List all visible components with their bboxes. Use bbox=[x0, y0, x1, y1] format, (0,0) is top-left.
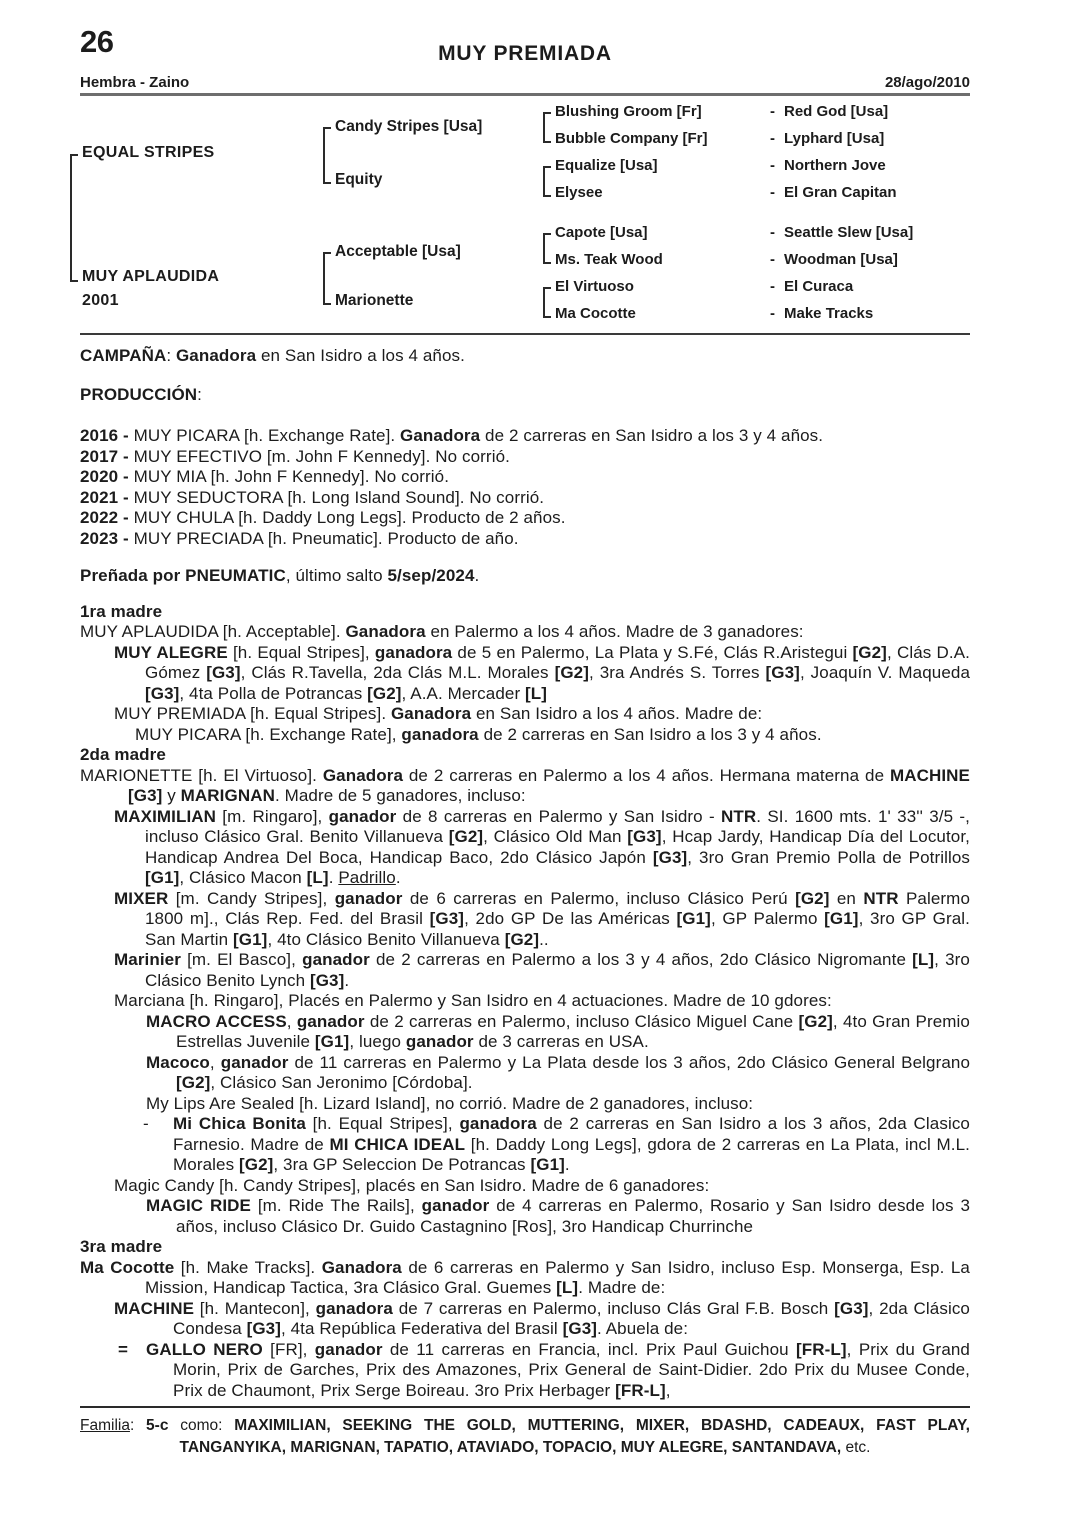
pedigree-paragraph bbox=[80, 1012, 970, 1053]
text-segment: [G2] bbox=[852, 642, 887, 662]
text-segment: 2020 - bbox=[80, 467, 129, 486]
pedigree-paragraph bbox=[80, 725, 970, 746]
text-segment: [G3] bbox=[145, 683, 180, 703]
text-segment: de 2 carreras en San Isidro a los 3 y 4 años. bbox=[478, 724, 822, 744]
pedigree-gen3-7: Ma Cocotte bbox=[555, 305, 636, 322]
text-segment: , 4to Clásico Benito Villanueva bbox=[267, 929, 505, 949]
text-segment: Ganadora bbox=[345, 622, 426, 641]
text-segment: de 6 carreras en Palermo y San Isidro, incluso Esp. Monserga, Esp. La Mission, Handicap Tactica, 3ra Clásico Gral. Guemes bbox=[145, 1257, 970, 1297]
text-segment: ganador bbox=[328, 806, 397, 826]
text-segment: de 7 carreras en Palermo, incluso Clás Gral F.B. Bosch bbox=[392, 1298, 835, 1318]
pedigree-paragraph bbox=[80, 1053, 970, 1094]
pedigree-gen2-2: Acceptable [Usa] bbox=[335, 243, 461, 260]
campaign-line bbox=[80, 346, 970, 367]
text-segment: MUY SEDUCTORA [h. Long Island Sound]. No corrió. bbox=[128, 487, 545, 507]
production-entry bbox=[80, 447, 970, 468]
text-segment: [G3] bbox=[309, 970, 345, 990]
production-entry bbox=[80, 529, 970, 550]
text-segment: Magic Candy [h. Candy Stripes], placés en San Isidro. Madre de 6 ganadores: bbox=[114, 1175, 710, 1195]
text-segment: : bbox=[129, 1417, 147, 1434]
text-segment: GALLO NERO bbox=[146, 1339, 263, 1359]
text-segment: CAMPAÑA bbox=[80, 346, 167, 365]
pedigree-gen4-1 bbox=[770, 130, 884, 147]
text-segment: [h. Equal Stripes], bbox=[227, 642, 375, 662]
text-segment: MUY EFECTIVO [m. John F Kennedy]. No corrió. bbox=[128, 446, 510, 466]
text-segment: en San Isidro a los 4 años. Madre de: bbox=[471, 704, 763, 723]
pedigree-paragraph bbox=[80, 643, 970, 705]
text-segment: , Clás R.Tavella, 2da Clás M.L. Morales bbox=[240, 663, 555, 682]
pedigree-bracket bbox=[70, 154, 78, 282]
page-title: MUY PREMIADA bbox=[438, 42, 612, 65]
text-segment: [L] bbox=[912, 950, 935, 969]
text-segment: de 2 carreras en Palermo a los 3 y 4 años, 2do Clásico Nigromante bbox=[369, 950, 913, 969]
text-segment: Ganadora bbox=[322, 765, 404, 785]
text-segment: en San Isidro a los 4 años. bbox=[256, 346, 465, 365]
pedigree-gen4-7 bbox=[770, 305, 873, 322]
dash-mark: - bbox=[770, 251, 775, 268]
text-segment: , 2da Clásico Condesa bbox=[173, 1298, 970, 1338]
text-segment: 2023 - bbox=[80, 528, 129, 548]
text-segment: de 2 carreras en San Isidro a los 3 y 4 años. bbox=[480, 426, 824, 445]
pedigree-gen3-4: Capote [Usa] bbox=[555, 224, 648, 241]
text-segment: MUY PICARA [h. Exchange Rate], bbox=[135, 724, 402, 744]
pedigree-bracket bbox=[323, 252, 331, 305]
text-segment: [h. Equal Stripes], bbox=[305, 1114, 460, 1133]
text-segment: MARIGNAN bbox=[180, 786, 275, 805]
text-segment: ganador bbox=[314, 1339, 383, 1359]
pedigree-gen3-1: Bubble Company [Fr] bbox=[555, 130, 708, 147]
text-segment: , bbox=[209, 1052, 221, 1072]
pedigree-dam: MUY APLAUDIDA bbox=[82, 268, 220, 285]
text-segment: Familia bbox=[80, 1417, 130, 1434]
pedigree-paragraph bbox=[80, 1340, 970, 1402]
pedigree-gen4-5-name: Woodman [Usa] bbox=[784, 251, 898, 268]
pedigree-bracket bbox=[323, 127, 331, 184]
text-segment: como: bbox=[168, 1417, 235, 1434]
text-segment: MUY ALEGRE bbox=[114, 642, 228, 662]
production-entry bbox=[80, 426, 970, 447]
pedigree-gen2-1: Equity bbox=[335, 171, 383, 188]
text-segment: de 5 en Palermo, La Plata y S.Fé, Clás R.Aristegui bbox=[452, 642, 853, 662]
text-segment: . bbox=[395, 868, 401, 887]
pedigree-gen3-3: Elysee bbox=[555, 184, 603, 201]
text-segment: ganador bbox=[296, 1011, 365, 1031]
text-segment: de 3 carreras en USA. bbox=[473, 1032, 649, 1051]
text-segment: [L] bbox=[525, 683, 548, 703]
text-segment: , Hcap Jardy, Handicap Día del Locutor, Handicap Andrea Del Boca, Handicap Baco, 2do Clásico Japón bbox=[145, 827, 971, 867]
text-segment: Ganadora bbox=[390, 704, 472, 723]
text-segment: de 8 carreras en Palermo y San Isidro - bbox=[396, 806, 722, 826]
text-segment: My Lips Are Sealed [h. Lizard Island], no corrió. Madre de 2 ganadores, incluso: bbox=[146, 1093, 754, 1113]
text-segment: , Clás D.A. Gómez bbox=[145, 642, 971, 682]
text-segment: ganador bbox=[302, 950, 370, 969]
pedigree-gen4-1-name: Lyphard [Usa] bbox=[784, 130, 885, 147]
text-segment: Ganadora bbox=[400, 426, 481, 445]
text-segment: . bbox=[344, 970, 350, 990]
dash-mark: - bbox=[770, 130, 775, 147]
text-segment: , 2do GP De las Américas bbox=[464, 909, 677, 928]
text-segment: y bbox=[162, 786, 181, 805]
pedigree-gen4-3 bbox=[770, 184, 897, 201]
text-segment: 5-c bbox=[146, 1417, 169, 1434]
text-segment: [h. Daddy Long Legs], gdora de 2 carreras en La Plata, incl M.L. Morales bbox=[173, 1134, 970, 1174]
text-segment: MACHINE bbox=[114, 1298, 195, 1318]
pedigree-gen4-4-name: Seattle Slew [Usa] bbox=[784, 224, 914, 241]
production-entry bbox=[80, 488, 970, 509]
text-segment: [G2] bbox=[554, 663, 589, 682]
text-segment: MAGIC RIDE bbox=[146, 1196, 251, 1215]
pedigree-chart bbox=[80, 98, 970, 336]
text-segment: [G2] bbox=[367, 683, 402, 703]
pedigree-gen4-2-name: Northern Jove bbox=[784, 157, 886, 174]
text-segment: . Abuela de: bbox=[597, 1319, 689, 1338]
mare-heading: 2da madre bbox=[80, 745, 166, 764]
text-segment: PRODUCCIÓN bbox=[80, 384, 198, 404]
text-segment: ganadora bbox=[459, 1114, 537, 1133]
text-segment: . SI. 1600 mts. 1' 33'' 3/5 -, incluso Clásico Gral. Benito Villanueva bbox=[145, 806, 970, 846]
text-segment: [G1] bbox=[824, 909, 859, 928]
text-segment: [m. El Basco], bbox=[180, 950, 303, 969]
sex-coat: Hembra - Zaino bbox=[80, 74, 190, 91]
text-segment: . bbox=[474, 566, 480, 585]
pedigree-paragraph bbox=[80, 1196, 970, 1237]
text-segment: de 6 carreras en Palermo, incluso Clásico Perú bbox=[402, 888, 796, 908]
text-segment: etc. bbox=[841, 1439, 871, 1456]
text-segment: [FR], bbox=[262, 1339, 315, 1359]
pedigree-gen4-6 bbox=[770, 278, 853, 295]
text-segment: Ganadora bbox=[321, 1257, 402, 1277]
text-segment: 2016 - bbox=[80, 426, 129, 445]
pedigree-paragraph bbox=[80, 622, 970, 643]
text-segment: en bbox=[829, 888, 864, 908]
pedigree-gen4-7-name: Make Tracks bbox=[784, 305, 874, 322]
text-segment: MAXIMILIAN, SEEKING THE GOLD, MUTTERING, MIXER, BDASHD, CADEAUX, FAST PLAY, TANGANYIKA, MARIGNAN, TAPATIO, ATAVIADO, TOPACIO, MUY ALEGRE, SANTANDAVA, bbox=[179, 1417, 970, 1456]
text-segment: Marinier bbox=[114, 950, 181, 969]
header-rule bbox=[80, 93, 970, 96]
text-segment: [m. Candy Stripes], bbox=[168, 888, 335, 908]
pedigree-paragraph bbox=[80, 889, 970, 951]
text-segment: , bbox=[665, 1380, 671, 1400]
pedigree-paragraph bbox=[80, 766, 970, 807]
text-segment: , Joaquín V. Maqueda bbox=[799, 663, 970, 682]
text-segment: , Clásico Old Man bbox=[483, 827, 628, 846]
pedigree-gen4-4 bbox=[770, 224, 913, 241]
text-segment: , luego bbox=[349, 1032, 406, 1051]
text-segment: [FR-L] bbox=[615, 1380, 666, 1400]
list-marker: - bbox=[143, 1114, 149, 1133]
pedigree-paragraph bbox=[80, 1094, 970, 1115]
text-segment: , 4ta Polla de Potrancas bbox=[179, 683, 368, 703]
text-segment: ganador bbox=[421, 1196, 490, 1215]
text-segment: [G3] bbox=[246, 1319, 281, 1338]
text-segment: [G2] bbox=[448, 827, 484, 846]
pedigree-bracket bbox=[543, 287, 551, 318]
production-entry bbox=[80, 467, 970, 488]
pedigree-gen2-0: Candy Stripes [Usa] bbox=[335, 118, 483, 135]
pedigree-rule bbox=[80, 333, 970, 335]
text-segment: [G2] bbox=[176, 1073, 211, 1092]
pedigree-gen3-5: Ms. Teak Wood bbox=[555, 251, 663, 268]
text-segment: [G1] bbox=[530, 1155, 565, 1174]
dash-mark: - bbox=[770, 305, 775, 322]
dash-mark: - bbox=[770, 224, 775, 241]
pedigree-gen2-3: Marionette bbox=[335, 292, 414, 309]
text-segment: [G2] bbox=[504, 929, 540, 949]
text-segment: ganadora bbox=[315, 1298, 393, 1318]
text-segment: MIXER bbox=[114, 888, 169, 908]
dash-mark: - bbox=[770, 157, 775, 174]
text-segment: [G3] bbox=[429, 909, 465, 928]
text-segment: ganador bbox=[220, 1052, 289, 1072]
text-segment: Palermo 1800 m]., Clás Rep. Fed. del Brasil bbox=[145, 888, 970, 928]
text-segment: , 3ro Gran Premio Polla de Potrillos bbox=[687, 847, 970, 867]
text-segment: MUY PRECIADA [h. Pneumatic]. Producto de año. bbox=[128, 528, 519, 548]
text-segment: NTR bbox=[721, 806, 757, 826]
pedigree-gen3-0: Blushing Groom [Fr] bbox=[555, 103, 702, 120]
text-segment: [G1] bbox=[145, 868, 180, 887]
pedigree-paragraph bbox=[80, 1176, 970, 1197]
text-segment: ganadora bbox=[374, 642, 453, 662]
dash-mark: - bbox=[770, 278, 775, 295]
pedigree-gen4-6-name: El Curaca bbox=[784, 278, 854, 295]
text-segment: Mi Chica Bonita bbox=[173, 1114, 306, 1133]
text-segment: , 4to Gran Premio Estrellas Juvenile bbox=[176, 1011, 970, 1051]
text-segment: 2017 - bbox=[80, 446, 129, 466]
pedigree-gen3-2: Equalize [Usa] bbox=[555, 157, 658, 174]
text-segment: [G3] bbox=[206, 663, 241, 682]
text-segment: [G3] bbox=[562, 1319, 598, 1338]
pedigree-paragraph bbox=[80, 704, 970, 725]
text-segment: de 2 carreras en Palermo, incluso Clásico Miguel Cane bbox=[364, 1011, 799, 1031]
text-segment: Preñada por bbox=[80, 566, 186, 585]
text-segment: MUY PREMIADA [h. Equal Stripes]. bbox=[114, 704, 391, 723]
text-segment: [G1] bbox=[676, 909, 711, 928]
text-segment: [h. Mantecon], bbox=[194, 1298, 316, 1318]
text-segment: 2022 - bbox=[80, 508, 129, 527]
production-list bbox=[80, 426, 970, 549]
text-segment: en Palermo a los 4 años. Madre de 3 ganadores: bbox=[425, 622, 804, 641]
text-segment: MI CHICA IDEAL bbox=[329, 1134, 466, 1154]
text-segment: [FR-L] bbox=[796, 1339, 847, 1359]
text-segment: MACRO ACCESS bbox=[146, 1011, 287, 1031]
pedigree-paragraph bbox=[80, 1258, 970, 1299]
list-marker: = bbox=[118, 1339, 129, 1359]
text-segment: . bbox=[328, 868, 339, 887]
text-segment: Ganadora bbox=[175, 346, 257, 365]
text-segment: ganador bbox=[334, 888, 403, 908]
text-segment: MUY PICARA [h. Exchange Rate]. bbox=[128, 426, 401, 445]
text-segment: , A.A. Mercader bbox=[401, 683, 526, 703]
dash-mark: - bbox=[770, 103, 775, 120]
text-segment: MUY MIA [h. John F Kennedy]. No corrió. bbox=[128, 467, 450, 486]
text-segment: [G3] bbox=[627, 827, 662, 846]
pedigree-gen4-3-name: El Gran Capitan bbox=[784, 184, 897, 201]
production-heading bbox=[80, 385, 970, 406]
pedigree-gen3-6: El Virtuoso bbox=[555, 278, 634, 295]
footer bbox=[80, 1406, 970, 1459]
text-segment: de 2 carreras en Palermo a los 4 años. Hermana materna de bbox=[403, 765, 890, 785]
text-segment: [G2] bbox=[798, 1011, 833, 1031]
text-segment: Ma Cocotte bbox=[80, 1257, 175, 1277]
pedigree-paragraph bbox=[80, 1299, 970, 1340]
text-segment: , 3ro GP Gral. San Martin bbox=[145, 909, 970, 949]
text-segment: [L] bbox=[556, 1278, 579, 1297]
text-segment: [m. Ringaro], bbox=[216, 806, 329, 826]
text-segment: , bbox=[286, 1011, 297, 1031]
text-segment: , 3ra GP Seleccion De Potrancas bbox=[273, 1155, 531, 1174]
text-segment: NTR bbox=[863, 888, 899, 908]
text-segment: [G2] bbox=[795, 888, 830, 908]
family-line bbox=[80, 1415, 970, 1459]
text-segment: [h. Make Tracks]. bbox=[174, 1257, 322, 1277]
text-segment: Marciana [h. Ringaro], Placés en Palermo y San Isidro en 4 actuaciones. Madre de 10 gdores: bbox=[114, 991, 832, 1010]
text-segment: , último salto bbox=[285, 566, 388, 585]
text-segment: : bbox=[166, 346, 176, 365]
text-segment: MACHINE [G3] bbox=[128, 765, 970, 805]
birth-date: 28/ago/2010 bbox=[884, 74, 970, 91]
pedigree-paragraph bbox=[80, 991, 970, 1012]
text-segment: MUY CHULA [h. Daddy Long Legs]. Producto de 2 años. bbox=[128, 508, 566, 527]
mare-heading: 1ra madre bbox=[80, 601, 163, 621]
text-segment: , Clásico San Jeronimo [Córdoba]. bbox=[210, 1073, 473, 1092]
text-segment: PNEUMATIC bbox=[185, 566, 286, 585]
text-segment: . Madre de: bbox=[578, 1278, 666, 1297]
text-segment: , 3ra Andrés S. Torres bbox=[588, 663, 766, 682]
pedigree-paragraph bbox=[80, 1114, 970, 1176]
pedigree-bracket bbox=[543, 112, 551, 143]
text-segment: [G3] bbox=[652, 847, 688, 867]
text-segment: [m. Ride The Rails], bbox=[251, 1196, 422, 1215]
text-segment: ganadora bbox=[401, 724, 479, 744]
text-segment: [G1] bbox=[233, 929, 268, 949]
pedigree-gen4-2 bbox=[770, 157, 886, 174]
text-segment: , Clásico Macon bbox=[179, 868, 307, 887]
text-segment: MUY APLAUDIDA [h. Acceptable]. bbox=[80, 622, 346, 641]
mare-heading: 3ra madre bbox=[80, 1237, 163, 1256]
pedigree-gen4-0-name: Red God [Usa] bbox=[784, 103, 889, 120]
production-entry bbox=[80, 508, 970, 529]
text-segment: , GP Palermo bbox=[710, 909, 825, 928]
text-segment: ganador bbox=[405, 1032, 474, 1051]
text-segment: Macoco bbox=[146, 1052, 210, 1072]
text-segment: MAXIMILIAN bbox=[114, 806, 217, 826]
pedigree-sire: EQUAL STRIPES bbox=[82, 144, 215, 161]
text-segment: de 11 carreras en Palermo y La Plata desde los 3 años, 2do Clásico General Belgrano bbox=[288, 1052, 970, 1072]
text-segment: : bbox=[197, 384, 202, 404]
text-segment: de 4 carreras en Palermo, Rosario y San Isidro desde los 3 años, incluso Clásico Dr. Guido Castagnino [Ros], 3ro Handicap Churrinche bbox=[176, 1196, 970, 1236]
pedigree-paragraph bbox=[80, 807, 970, 889]
text-segment: [G3] bbox=[834, 1298, 869, 1318]
text-segment: de 11 carreras en Francia, incl. Prix Paul Guichou bbox=[382, 1339, 797, 1359]
text-segment: MARIONETTE [h. El Virtuoso]. bbox=[80, 765, 323, 785]
text-segment: , Prix du Grand Morin, Prix de Garches, Prix des Amazones, Prix General de Saint-Didier. 2do Prix du Musee Conde, Prix de Chaumont, Prix Serge Boireau. 3ro Prix Herbager bbox=[173, 1339, 970, 1400]
pedigree-paragraph bbox=[80, 950, 970, 991]
text-segment: [G3] bbox=[765, 663, 800, 682]
text-segment: .. bbox=[539, 929, 549, 949]
pedigree-bracket bbox=[543, 166, 551, 197]
text-segment: 5/sep/2024 bbox=[387, 566, 475, 585]
pregnant-line bbox=[80, 566, 970, 587]
text-segment: . bbox=[564, 1155, 570, 1174]
pedigree-bracket bbox=[543, 233, 551, 264]
dash-mark: - bbox=[770, 184, 775, 201]
text-segment: 2021 - bbox=[80, 487, 129, 507]
text-segment: Padrillo bbox=[338, 868, 396, 887]
text-segment: [G1] bbox=[314, 1032, 350, 1051]
mare-sections bbox=[80, 602, 970, 1402]
text-segment: , 3ro Clásico Benito Lynch bbox=[145, 950, 970, 990]
pedigree-gen4-5 bbox=[770, 251, 898, 268]
text-segment: de 2 carreras en San Isidro a los 3 años, 2da Clasico Farnesio. Madre de bbox=[173, 1114, 970, 1154]
footer-rule bbox=[80, 1406, 970, 1408]
body-content bbox=[80, 338, 970, 1401]
text-segment: [G2] bbox=[239, 1155, 274, 1174]
page-number: 26 bbox=[80, 24, 114, 59]
pedigree-gen4-0 bbox=[770, 103, 888, 120]
text-segment: [L] bbox=[306, 868, 329, 887]
text-segment: . Madre de 5 ganadores, incluso: bbox=[274, 786, 526, 805]
text-segment: , 4ta República Federativa del Brasil bbox=[280, 1319, 563, 1338]
pedigree-dam-year: 2001 bbox=[82, 292, 119, 309]
